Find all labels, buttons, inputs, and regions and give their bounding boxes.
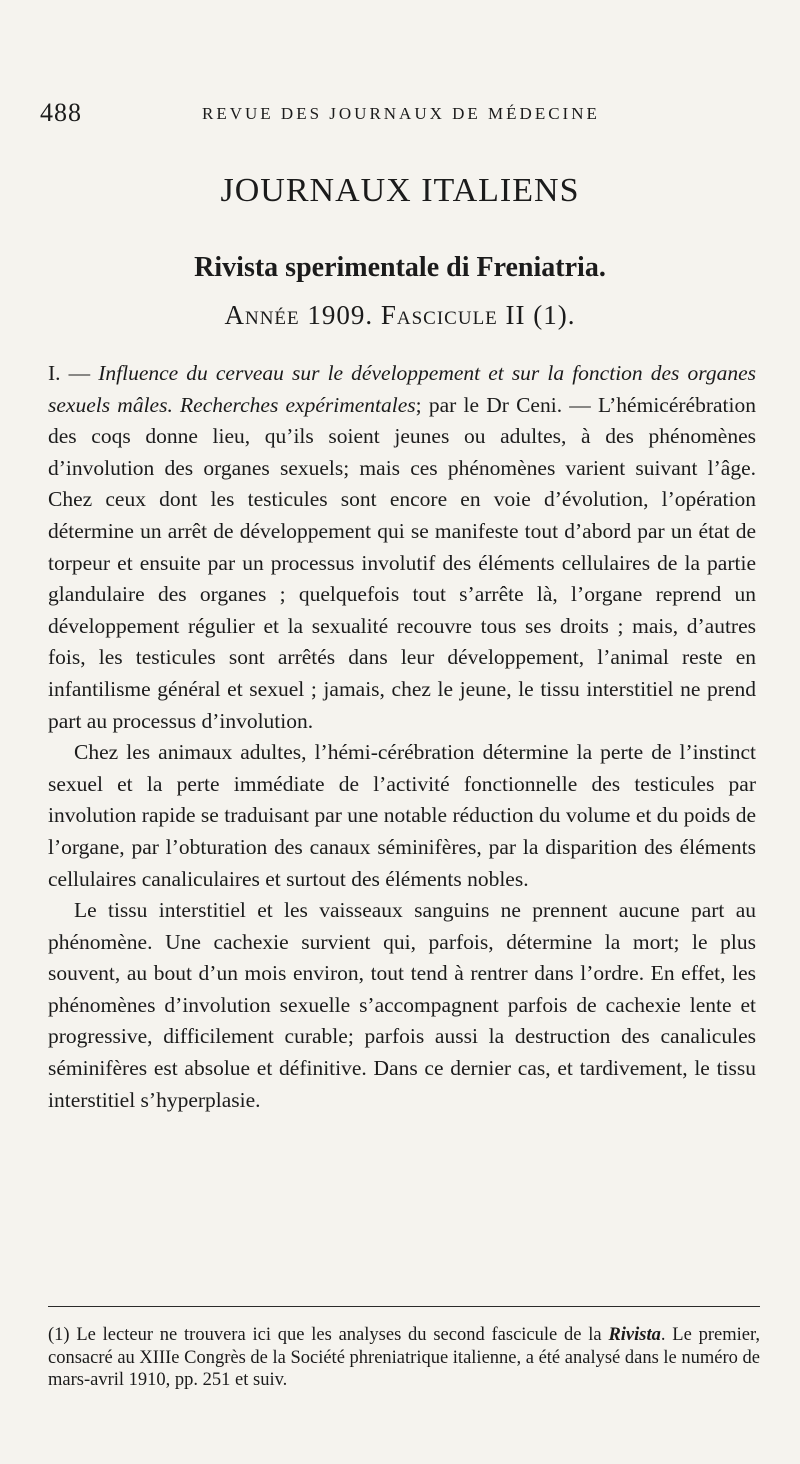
footnote-lead: (1) Le lecteur ne trouvera ici que les analyses du second fascicule de la bbox=[48, 1325, 602, 1345]
issue-year-label: Année bbox=[224, 300, 300, 330]
running-head bbox=[40, 98, 760, 138]
footnote-rest: . Le premier, consacré au XIIIe Congrès de la Société phreniatrique italienne, a été analysé dans le numéro de mars-avril 1910, pp. 251 et suiv. bbox=[48, 1325, 761, 1390]
paragraph-text: — L’hémicérébration des coqs donne lieu, qu’ils soient jeunes ou adultes, à des phénomènes d’involution des organes sexuels; mais ces phénomènes varient suivant l’âge. Chez ceux dont les testicules sont encore en voie d’évolution, l’opération détermine un arrêt de développement qui se manifeste tout d’abord par un état de torpeur et ensuite par un processus involutif des éléments cellulaires de la partie glandulaire des organes ; quelquefois tout s’arrête là, l’organe reprend un développement régulier et la sexualité recouvre tous ses droits ; mais, d’autres fois, les testicules sont arrêtés dans leur développement, l’animal reste en infantilisme général et sexuel ; jamais, chez le jeune, le tissu interstitiel ne prend part au processus d’involution. bbox=[48, 392, 756, 733]
issue-fascicule: II bbox=[505, 300, 526, 330]
footnote-divider bbox=[48, 1306, 760, 1307]
running-head-title: REVUE DES JOURNAUX DE MÉDECINE bbox=[202, 104, 600, 123]
article-body bbox=[48, 358, 756, 1116]
footnote-journal: Rivista bbox=[608, 1325, 661, 1345]
paragraph: Chez les animaux adultes, l’hémi-cérébration détermine la perte de l’instinct sexuel et la perte immédiate de l’activité fonctionnelle des testicules par involution rapide se traduisant par une notable réduction du volume et du poids de l’organe, par l’obturation des canaux séminifères, par la disparition des éléments cellulaires canaliculaires et surtout des éléments nobles. bbox=[48, 740, 756, 891]
issue-year: 1909. bbox=[307, 300, 374, 330]
paragraph bbox=[48, 358, 756, 737]
journal-title: Rivista sperimentale di Freniatria. bbox=[194, 252, 606, 283]
paragraph: Le tissu interstitiel et les vaisseaux sanguins ne prennent aucune part au phénomène. Une cachexie survient qui, parfois, détermine la mort; le plus souvent, au bout d’un mois environ, tout tend à rentrer dans l’ordre. En effet, les phénomènes d’involution sexuelle s’accompagnent parfois de cachexie lente et progressive, difficilement curable; parfois aussi la destruction des canalicules séminifères est absolue et définitive. Dans ce dernier cas, et tardivement, le tissu interstitiel s’hyperplasie. bbox=[48, 898, 756, 1112]
footnote-reference: (1). bbox=[533, 300, 576, 330]
footnote bbox=[48, 1324, 760, 1392]
issue-line bbox=[0, 300, 800, 331]
article-author: ; par le Dr Ceni. bbox=[415, 392, 563, 417]
section-title: JOURNAUX ITALIENS bbox=[220, 172, 580, 209]
article-number: I. — bbox=[48, 361, 91, 385]
page-number: 488 bbox=[40, 98, 82, 127]
article-title: Influence du cerveau sur le développement et sur la fonction des organes sexuels mâles. Recherches expérimentales bbox=[48, 361, 756, 417]
issue-fascicule-label: Fascicule bbox=[380, 300, 498, 330]
